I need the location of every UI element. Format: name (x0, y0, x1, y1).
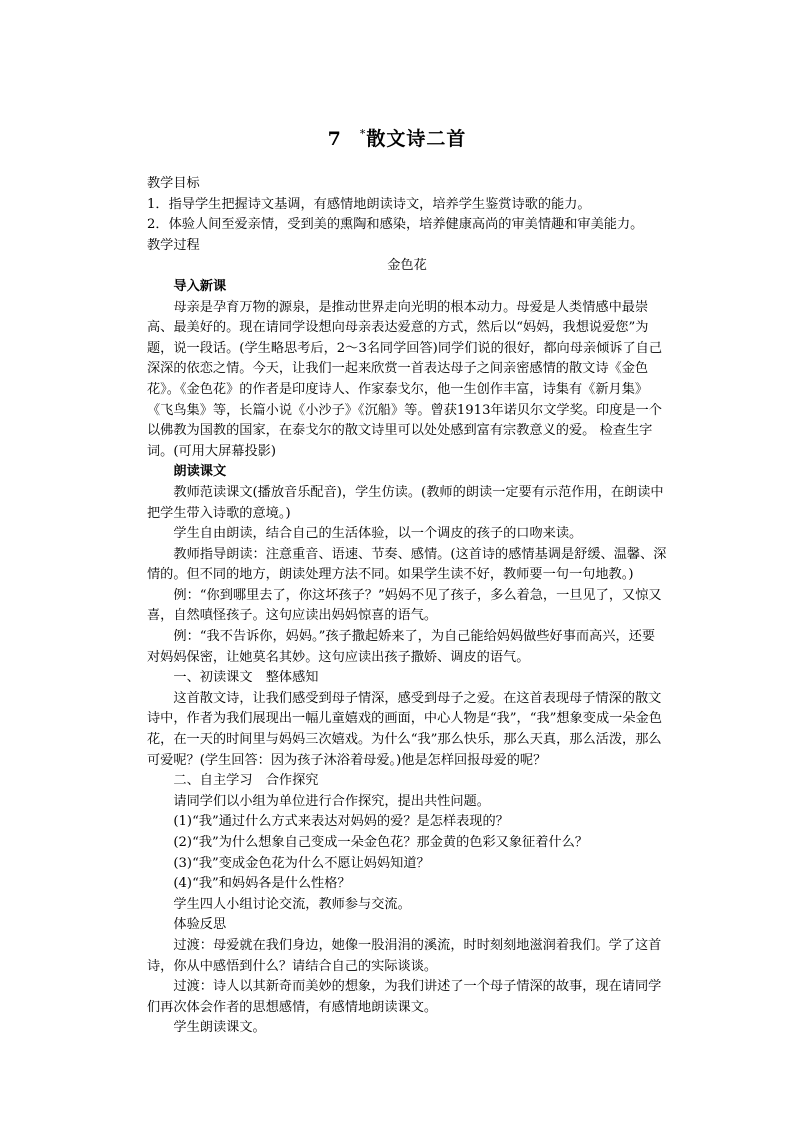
goal-item: 1．指导学生把握诗文基调，有感情地朗读诗文，培养学生鉴赏诗歌的能力。 (147, 196, 591, 212)
reading-paragraph: 学生自由朗读，结合自己的生活体验，以一个调皮的孩子的口吻来读。 (173, 526, 583, 542)
optional-mark: * (359, 127, 367, 141)
section1-paragraph: 这首散文诗，让我们感受到母子情深，感受到母子之爱。在这首表现母子情深的散文诗中，作者为我们展现出一幅儿童嬉戏的画面，中心人物是“我”，“我”想象变成一朵金色花，在一天的时间里与妈妈三次嬉戏。为什么“我”那么快乐，那么天真，那么活泼，那么可爱呢？(学生回答：因为孩子沐浴着母爱。)他是怎样回报母爱的呢？ (147, 690, 662, 768)
goals-heading: 教学目标 (147, 176, 200, 191)
reflection-paragraph: 过渡：诗人以其新奇而美妙的想象，为我们讲述了一个母子情深的故事，现在请同学们再次体会作者的思想感情，有感情地朗读课文。 (147, 979, 662, 1015)
intro-paragraph: 母亲是孕育万物的源泉，是推动世界走向光明的根本动力。母爱是人类情感中最崇高、最美好的。现在请同学设想向母亲表达爱意的方式，然后以“妈妈，我想说爱您”为题，说一段话。(学生略思考后，2～3名同学回答)同学们说的很好，都向母亲倾诉了自己深深的依恋之情。今天，让我们一起来欣赏一首表达母子之间亲密感情的散文诗《金色花》。《金色花》的作者是印度诗人、作家泰戈尔，他一生创作丰富，诗集有《新月集》《飞鸟集》等，长篇小说《小沙子》《沉船》等。曾获1913年诺贝尔文学奖。印度是一个以佛教为国教的国家，在泰戈尔的散文诗里可以处处感到富有宗教意义的爱。 检查生字词。(可用大屏幕投影) (147, 299, 663, 459)
reading-heading: 朗读课文 (173, 464, 227, 480)
page-title (0, 124, 794, 151)
reading-paragraph: 例：“你到哪里去了，你这坏孩子？”妈妈不见了孩子，多么着急，一旦见了，又惊又喜，自然嗔怪孩子。这句应读出妈妈惊喜的语气。 (147, 587, 662, 624)
poem-title: 金色花 (387, 258, 427, 274)
process-heading: 教学过程 (147, 237, 200, 253)
reflection-paragraph: 过渡：母爱就在我们身边，她像一股涓涓的溪流，时时刻刻地滋润着我们。学了这首诗，你从中感悟到什么？请结合自己的实际谈谈。 (147, 937, 662, 974)
reflection-heading: 体验反思 (173, 917, 227, 933)
lesson-number: 7 (327, 128, 342, 150)
lesson-title: 散文诗二首 (366, 128, 467, 150)
section1-heading: 一、初读课文 整体感知 (173, 670, 319, 686)
section2-after: 学生四人小组讨论交流，教师参与交流。 (173, 896, 411, 912)
reading-paragraph: 教师指导朗读：注意重音、语速、节奏、感情。(这首诗的感情基调是舒缓、温馨、深情的。但不同的地方，朗读处理方法不同。如果学生读不好，教师要一句一句地教。) (147, 546, 667, 583)
reading-paragraph: 教师范读课文(播放音乐配音)，学生仿读。(教师的朗读一定要有示范作用，在朗读中把学生带入诗歌的意境。) (147, 484, 664, 521)
question-item: (1)“我”通过什么方式来表达对妈妈的爱？是怎样表现的？ (173, 814, 509, 830)
intro-heading: 导入新课 (173, 278, 227, 294)
section2-heading: 二、自主学习 合作探究 (173, 773, 319, 789)
section2-intro: 请同学们以小组为单位进行合作探究，提出共性问题。 (173, 793, 490, 809)
document-body (147, 174, 667, 1039)
reflection-paragraph: 学生朗读课文。 (173, 1020, 266, 1036)
question-item: (4)“我”和妈妈各是什么性格？ (173, 876, 351, 892)
reading-paragraph: 例：“我不告诉你，妈妈。”孩子撒起娇来了，为自己能给妈妈做些好事而高兴，还要对妈妈保密，让她莫名其妙。这句应读出孩子撒娇、调皮的语气。 (147, 629, 656, 665)
question-item: (3)“我”变成金色花为什么不愿让妈妈知道？ (173, 855, 430, 871)
goal-item: 2．体验人间至爱亲情，受到美的熏陶和感染，培养健康高尚的审美情趣和审美能力。 (147, 217, 644, 233)
question-item: (2)“我”为什么想象自己变成一朵金色花？那金黄的色彩又象征着什么？ (173, 835, 588, 850)
